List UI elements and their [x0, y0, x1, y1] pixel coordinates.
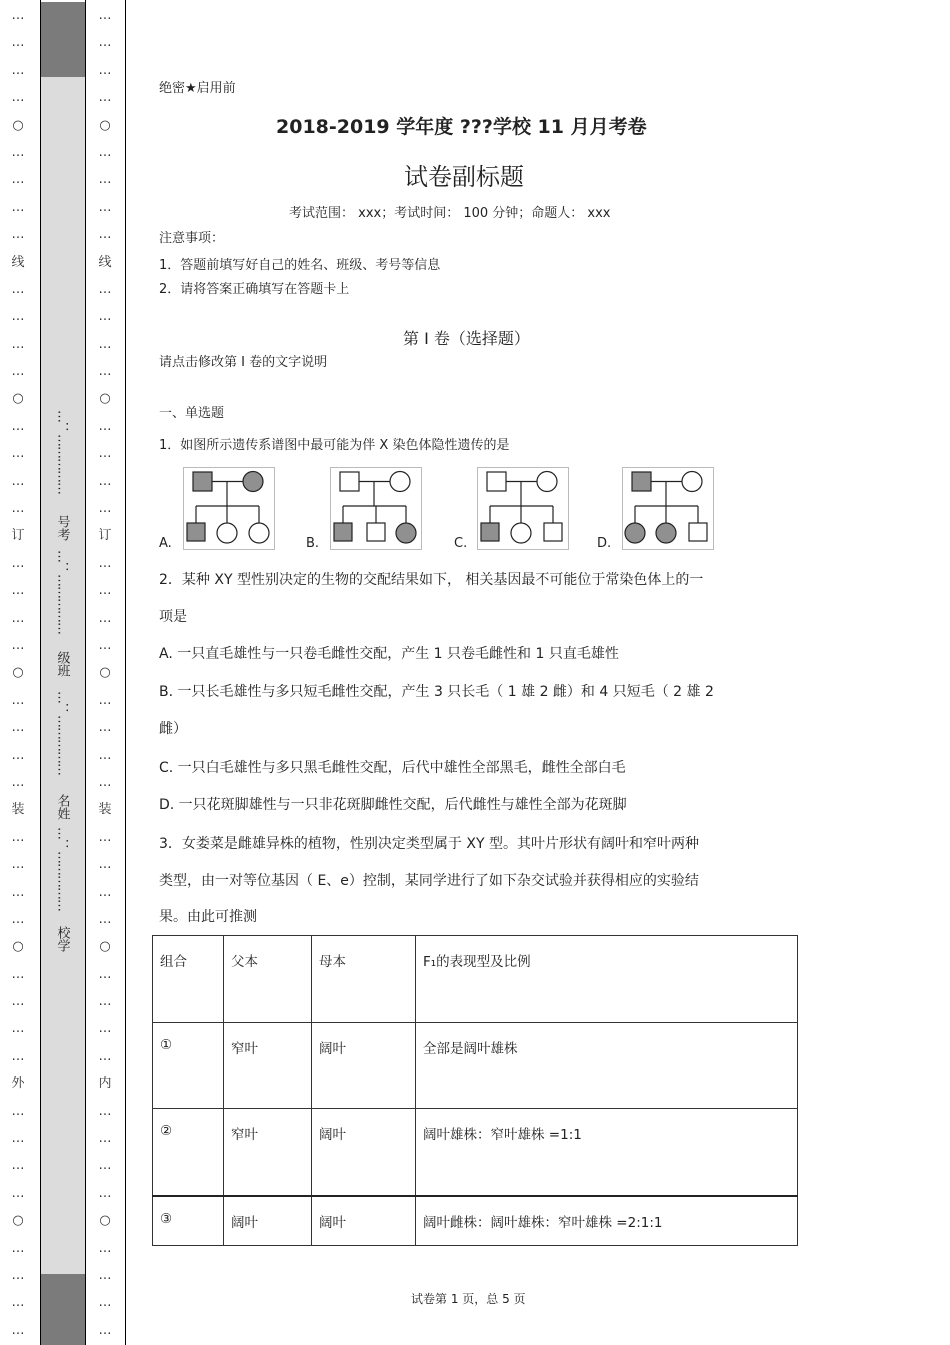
margin-dots: …	[11, 62, 25, 78]
margin-dots: …	[98, 1131, 112, 1147]
margin-dots: …	[98, 227, 112, 243]
margin-strip-top	[40, 2, 85, 77]
option-a-label[interactable]: A.	[159, 536, 172, 551]
margin-circle: ○	[99, 1213, 111, 1229]
margin-dots: …	[11, 8, 25, 23]
margin-dots: …	[98, 418, 112, 434]
table-cell: ①	[153, 1023, 224, 1109]
table-header-cell: 组合	[153, 936, 224, 1023]
margin-dots: …	[11, 637, 25, 653]
field-label: 名姓	[54, 794, 70, 820]
margin-dots: …	[11, 857, 25, 873]
margin-dots: …	[98, 637, 112, 653]
margin-dots: …	[11, 1158, 25, 1174]
margin-dots: …	[98, 1267, 112, 1283]
pedigree-d[interactable]	[622, 467, 714, 550]
margin-dots: …	[11, 227, 25, 243]
field-class[interactable]	[50, 542, 74, 686]
margin-dots: …	[98, 446, 112, 462]
question-2-option-c[interactable]: C. 一只白毛雄性与多只黑毛雌性交配，后代中雄性全部黑毛，雌性全部白毛	[159, 760, 626, 776]
question-1-stem: 1．如图所示遗传系谱图中最可能为伴 X 染色体隐性遗传的是	[159, 438, 510, 453]
margin-dots: …	[11, 829, 25, 845]
inner-dotted-line	[93, 2, 117, 1344]
margin-circle: ○	[12, 1213, 24, 1229]
margin-dots: …	[11, 473, 25, 489]
margin-label: 订	[98, 528, 112, 544]
margin-dots: …	[11, 610, 25, 626]
margin-dots: …	[11, 364, 25, 380]
margin-dots: …	[11, 747, 25, 763]
margin-dots: …	[98, 199, 112, 215]
outer-dotted-line	[6, 2, 30, 1344]
question-3-stem-cont: 果。由此可推测	[159, 909, 257, 925]
margin-label: 外	[11, 1076, 25, 1092]
table-header-row	[153, 936, 798, 1023]
pedigree-b[interactable]	[330, 467, 422, 550]
margin-dots: …	[11, 144, 25, 160]
notes-heading: 注意事项：	[159, 231, 225, 246]
margin-dots: …	[11, 884, 25, 900]
margin-dots: …	[11, 1048, 25, 1064]
margin-dots: …	[98, 336, 112, 352]
margin-dots: …	[11, 911, 25, 927]
margin-label: 内	[98, 1076, 112, 1092]
field-school[interactable]	[50, 821, 74, 961]
margin-dots: …	[11, 1267, 25, 1283]
pedigree-c[interactable]	[477, 467, 569, 550]
field-label: 级班	[54, 651, 70, 677]
margin-circle: ○	[12, 117, 24, 133]
option-c-label[interactable]: C.	[454, 536, 468, 551]
table-cell: 阔叶	[224, 1196, 312, 1246]
margin-dots: …	[98, 692, 112, 708]
margin-dots: …	[11, 994, 25, 1010]
margin-dots: …	[98, 364, 112, 380]
margin-dots: …	[11, 172, 25, 188]
margin-circle: ○	[99, 939, 111, 955]
table-cell: 阔叶	[312, 1196, 416, 1246]
table-cell: 阔叶	[312, 1109, 416, 1196]
margin-dots: …	[11, 336, 25, 352]
exam-meta: 考试范围： xxx；考试时间： 100 分钟；命题人： xxx	[289, 206, 611, 221]
margin-dots: …	[11, 90, 25, 106]
margin-dots: …	[98, 966, 112, 982]
margin-dots: …	[98, 501, 112, 517]
margin-dots: …	[98, 884, 112, 900]
field-exam-number[interactable]	[50, 398, 74, 550]
field-name[interactable]	[50, 681, 74, 829]
field-underline: …：……………	[54, 550, 70, 634]
margin-dots: …	[98, 994, 112, 1010]
part-description: 请点击修改第 I 卷的文字说明	[159, 355, 328, 370]
margin-dots: …	[98, 1295, 112, 1311]
question-2-option-a[interactable]: A. 一只直毛雄性与一只卷毛雌性交配，产生 1 只卷毛雌性和 1 只直毛雄性	[159, 646, 619, 662]
margin-dots: …	[98, 1048, 112, 1064]
cross-table	[152, 935, 798, 1246]
margin-dots: …	[11, 1021, 25, 1037]
margin-dots: …	[11, 501, 25, 517]
margin-dots: …	[11, 774, 25, 790]
margin-circle: ○	[12, 939, 24, 955]
margin-line-left	[40, 0, 41, 1345]
margin-dots: …	[98, 829, 112, 845]
exam-title: 2018-2019 学年度 ???学校 11 月月考卷	[276, 116, 647, 138]
margin-label: 装	[98, 802, 112, 818]
exam-subtitle: 试卷副标题	[404, 163, 524, 191]
table-cell: 阔叶雄株：窄叶雄株 =1:1	[416, 1109, 798, 1196]
margin-line-mid	[85, 0, 86, 1345]
margin-label: 线	[98, 254, 112, 270]
question-3-stem: 3．女娄菜是雌雄异株的植物，性别决定类型属于 XY 型。其叶片形状有阔叶和窄叶两种	[159, 836, 699, 852]
margin-dots: …	[98, 62, 112, 78]
margin-dots: …	[11, 583, 25, 599]
section-heading: 一、单选题	[159, 406, 225, 421]
margin-dots: …	[98, 857, 112, 873]
margin-label: 订	[11, 528, 25, 544]
margin-dots: …	[98, 555, 112, 571]
field-underline: …：……………	[54, 691, 70, 775]
margin-dots: …	[98, 172, 112, 188]
table-cell: 窄叶	[224, 1023, 312, 1109]
margin-dots: …	[11, 446, 25, 462]
margin-circle: ○	[12, 665, 24, 681]
note-item: 2．请将答案正确填写在答题卡上	[159, 282, 350, 297]
margin-dots: …	[98, 1185, 112, 1201]
field-label: 号考	[54, 515, 70, 541]
margin-dots: …	[98, 747, 112, 763]
margin-dots: …	[11, 309, 25, 325]
margin-strip-bottom	[40, 1274, 85, 1345]
margin-dots: …	[11, 1185, 25, 1201]
margin-dots: …	[98, 583, 112, 599]
secret-mark: 绝密★启用前	[159, 81, 236, 96]
table-cell: 阔叶	[312, 1023, 416, 1109]
margin-circle: ○	[99, 665, 111, 681]
margin-dots: …	[11, 1131, 25, 1147]
option-b-label[interactable]: B.	[306, 536, 320, 551]
margin-dots: …	[98, 1240, 112, 1256]
table-cell: 窄叶	[224, 1109, 312, 1196]
margin-dots: …	[98, 473, 112, 489]
margin-circle: ○	[99, 391, 111, 407]
margin-dots: …	[98, 8, 112, 23]
question-2-stem-cont: 项是	[159, 609, 187, 625]
page-footer: 试卷第 1 页，总 5 页	[411, 1292, 526, 1306]
margin-dots: …	[11, 35, 25, 51]
table-cell: ③	[153, 1196, 224, 1246]
table-row	[153, 1023, 798, 1109]
question-3-stem-cont: 类型，由一对等位基因（ E、e）控制，某同学进行了如下杂交试验并获得相应的实验结	[159, 873, 699, 889]
margin-dots: …	[11, 1295, 25, 1311]
table-header-cell: F₁的表现型及比例	[416, 936, 798, 1023]
margin-dots: …	[11, 1103, 25, 1119]
margin-label: 装	[11, 802, 25, 818]
margin-circle: ○	[12, 391, 24, 407]
option-d-label[interactable]: D.	[597, 536, 612, 551]
margin-dots: …	[98, 610, 112, 626]
table-row	[153, 1109, 798, 1196]
margin-dots: …	[11, 199, 25, 215]
question-2-option-b[interactable]: B. 一只长毛雄性与多只短毛雌性交配，产生 3 只长毛（ 1 雄 2 雌）和 4 只短毛（ 2 雄 2	[159, 684, 714, 700]
table-cell: 全部是阔叶雄株	[416, 1023, 798, 1109]
field-underline: …：……………	[54, 827, 70, 911]
table-cell: ②	[153, 1109, 224, 1196]
margin-dots: …	[98, 1322, 112, 1338]
table-cell: 阔叶雌株：阔叶雄株：窄叶雄株 =2:1:1	[416, 1196, 798, 1246]
margin-dots: …	[11, 281, 25, 297]
table-header-cell: 父本	[224, 936, 312, 1023]
margin-dots: …	[98, 1103, 112, 1119]
margin-dots: …	[98, 911, 112, 927]
field-label: 校学	[54, 926, 70, 952]
question-2-stem: 2．某种 XY 型性别决定的生物的交配结果如下， 相关基因最不可能位于常染色体上的一	[159, 572, 704, 588]
margin-dots: …	[11, 418, 25, 434]
margin-dots: …	[98, 35, 112, 51]
question-2-option-b-cont: 雌）	[159, 721, 187, 737]
margin-dots: …	[11, 1322, 25, 1338]
margin-dots: …	[98, 774, 112, 790]
field-underline: …：……………	[54, 410, 70, 494]
margin-circle: ○	[99, 117, 111, 133]
margin-dots: …	[98, 309, 112, 325]
margin-dots: …	[11, 692, 25, 708]
part-title: 第 I 卷（选择题）	[403, 329, 530, 348]
pedigree-a[interactable]	[183, 467, 275, 550]
table-header-cell: 母本	[312, 936, 416, 1023]
question-2-option-d[interactable]: D. 一只花斑脚雄性与一只非花斑脚雌性交配，后代雌性与雄性全部为花斑脚	[159, 797, 627, 813]
note-item: 1．答题前填写好自己的姓名、班级、考号等信息	[159, 258, 441, 273]
margin-dots: …	[11, 966, 25, 982]
margin-dots: …	[98, 1021, 112, 1037]
margin-dots: …	[11, 555, 25, 571]
margin-dots: …	[98, 281, 112, 297]
margin-dots: …	[98, 90, 112, 106]
margin-dots: …	[98, 1158, 112, 1174]
margin-dots: …	[11, 1240, 25, 1256]
margin-line-right	[125, 0, 126, 1345]
margin-dots: …	[98, 720, 112, 736]
table-row	[153, 1196, 798, 1246]
margin-label: 线	[11, 254, 25, 270]
margin-dots: …	[11, 720, 25, 736]
margin-dots: …	[98, 144, 112, 160]
